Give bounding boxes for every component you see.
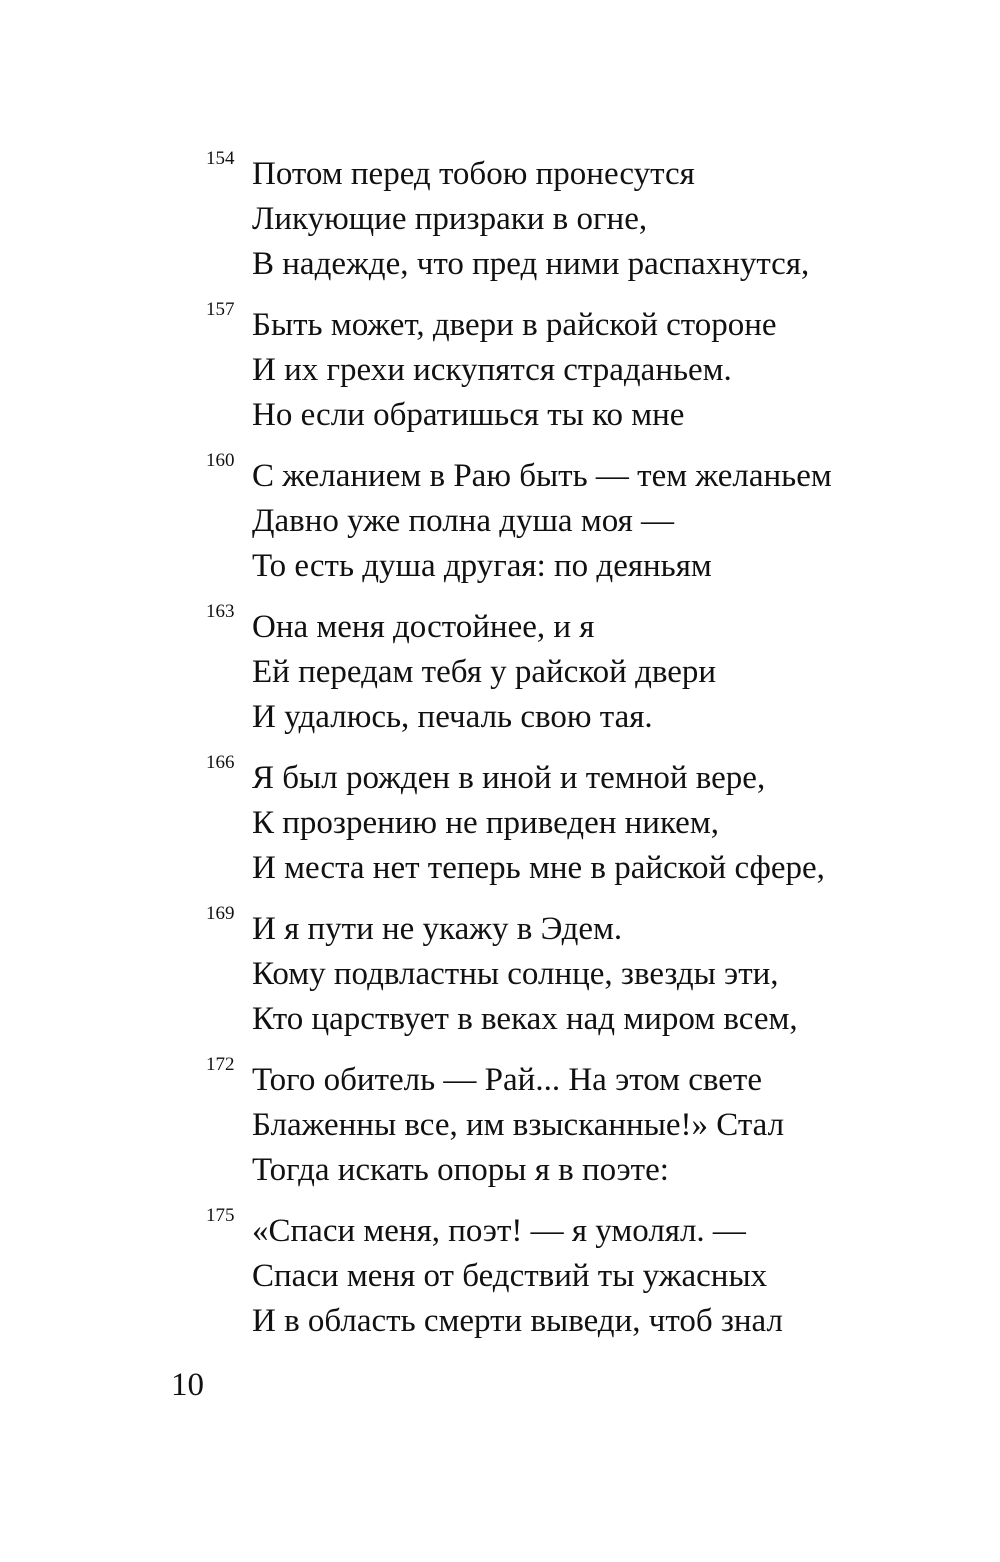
verse-line: К прозрению не приведен никем, [252,805,719,841]
line-number: 154 [206,148,235,169]
line-number: 175 [206,1205,235,1226]
verse-line: Но если обратишься ты ко мне [252,397,685,433]
line-number: 169 [206,903,235,924]
verse-line: Блаженны все, им взысканные!» Стал [252,1107,785,1143]
verse-line: Спаси меня от бедствий ты ужасных [252,1258,768,1294]
line-number: 172 [206,1054,235,1075]
verse-line: Кому подвластны солнце, звезды эти, [252,956,779,992]
verse-line: Тогда искать опоры я в поэте: [252,1152,669,1188]
verse-line: Я был рожден в иной и темной вере, [252,760,766,796]
verse-line: Ей передам тебя у райской двери [252,654,717,690]
verse-line: То есть душа другая: по деяньям [252,548,712,584]
verse-line: Быть может, двери в райской стороне [252,307,777,343]
verse-line: И удалюсь, печаль свою тая. [252,699,653,735]
verse-line: Ликующие призраки в огне, [252,201,648,237]
verse-line: С желанием в Раю быть — тем желаньем [252,458,832,494]
verse-line: И их грехи искупятся страданьем. [252,352,732,388]
verse-line: «Спаси меня, поэт! — я умолял. — [252,1213,746,1249]
line-number: 166 [206,752,235,773]
verse-line: Кто царствует в веках над миром всем, [252,1001,798,1037]
line-number: 160 [206,450,235,471]
line-number: 163 [206,601,235,622]
verse-line: Давно уже полна душа моя — [252,503,675,539]
verse-line: И я пути не укажу в Эдем. [252,911,623,947]
page-number: 10 [171,1367,204,1403]
verse-line: И места нет теперь мне в райской сфере, [252,850,825,886]
verse-line: Того обитель — Рай... На этом свете [252,1062,762,1098]
verse-line: В надежде, что пред ними распахнутся, [252,246,810,282]
verse-line: Она меня достойнее, и я [252,609,595,645]
verse-line: Потом перед тобою пронесутся [252,156,695,192]
verse-line: И в область смерти выведи, чтоб знал [252,1303,783,1339]
line-number: 157 [206,299,235,320]
